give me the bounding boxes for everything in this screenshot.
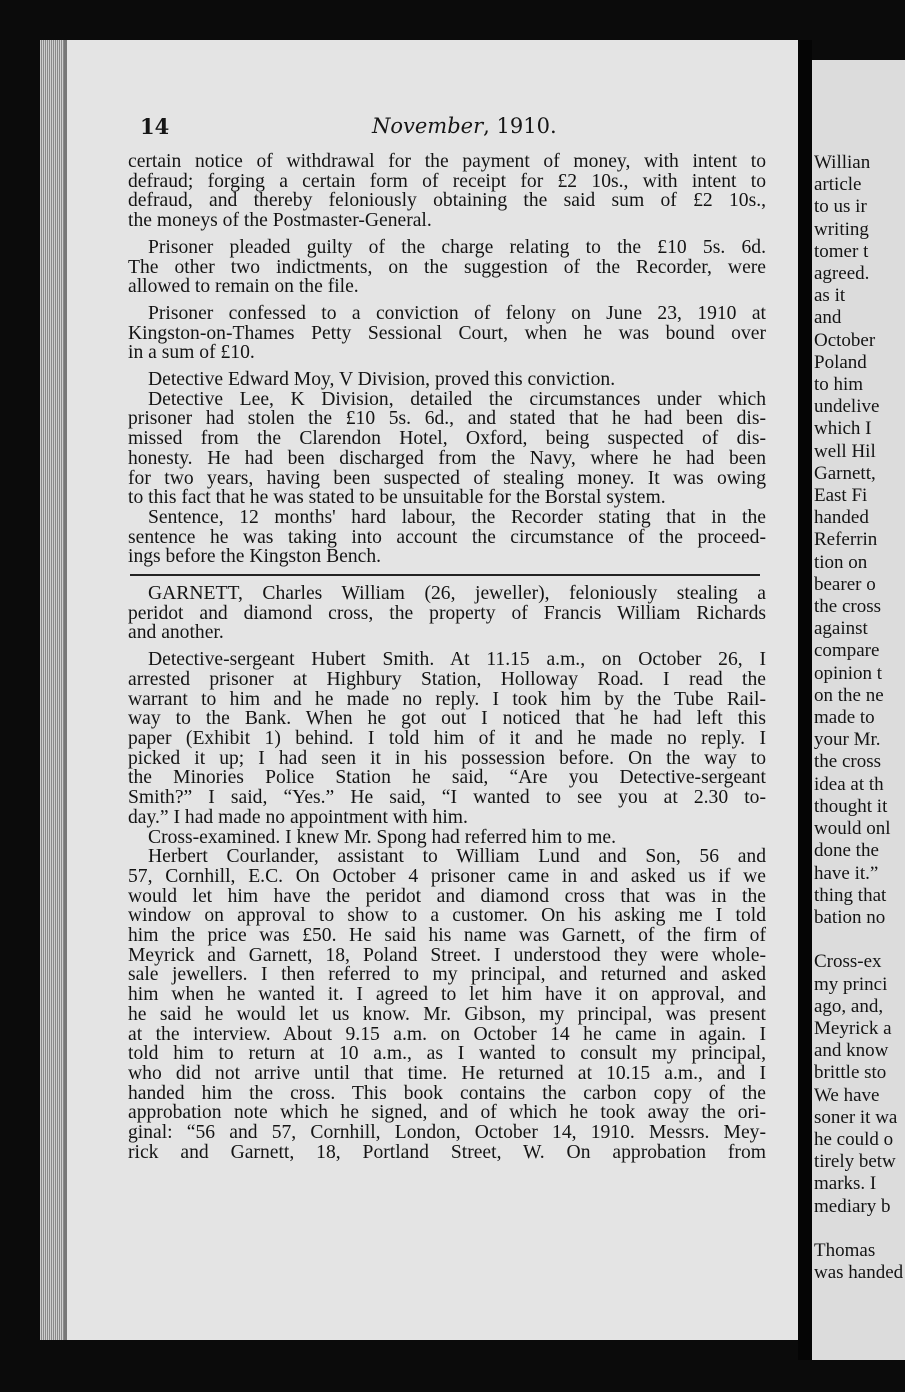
fragment-line: to him [814,374,864,396]
fragment-line: thought it [814,795,888,817]
text-line: GARNETT, Charles William (26, jeweller), feloniously stealing a [148,583,766,605]
text-line: defraud; forging a certain form of receipt for £2 10s., with intent to [128,170,766,192]
text-line: Meyrick and Garnett, 18, Poland Street. I understood they were whole- [128,944,766,966]
text-line: Herbert Courlander, assistant to William Lund and Son, 56 and [148,846,766,868]
fragment-line: agreed. [814,263,870,285]
fragment-line: Cross-ex [814,951,882,973]
text-line: Detective Edward Moy, V Division, proved this conviction. [148,369,616,391]
fragment-line: done the [814,840,879,862]
book-gutter [798,40,812,1360]
text-line: would let him have the peridot and diamond cross that was in the [128,885,766,907]
fragment-line: October [814,329,876,351]
fragment-line: bation no [814,906,886,928]
text-line: at the interview. About 9.15 a.m. on October 14 he came in again. I [128,1023,766,1045]
fragment-line: the cross [814,596,882,618]
fragment-line: Meyrick a [814,1017,892,1039]
fragment-line: your Mr. [814,729,881,751]
fragment-line: have it.” [814,862,879,884]
fragment-line: well Hil [814,440,876,462]
text-line: the Minories Police Station he said, “Are you Detective-sergeant [128,767,766,789]
text-line: defraud, and thereby feloniously obtaining the said sum of £2 10s., [128,190,766,212]
fragment-line: the cross [814,751,882,773]
text-line: him the price was £50. He said his name was Garnett, of the firm of [128,925,766,947]
fragment-line: writing [814,218,869,240]
fragment-line: which I [814,418,872,440]
text-line: Sentence, 12 months' hard labour, the Recorder stating that in the [148,506,766,528]
fragment-line: against [814,618,868,640]
text-line: warrant to him and he made no reply. I took him by the Tube Rail- [128,688,766,710]
right-page-fragment [814,152,904,1284]
text-line: Detective Lee, K Division, detailed the circumstances under which [148,388,766,410]
fragment-line: Garnett, [814,462,876,484]
text-line: Cross-examined. I knew Mr. Spong had referred him to me. [148,826,616,848]
text-line: window on approval to show to a customer. On his asking me I told [128,905,766,927]
text-line: he said he would let us know. Mr. Gibson, my principal, was present [128,1003,766,1025]
text-line: approbation note which he signed, and of which he took away the ori- [128,1102,766,1124]
text-line: allowed to remain on the file. [128,276,359,298]
text-line: and another. [128,622,224,644]
fragment-line: tirely betw [814,1151,896,1173]
fragment-line: ago, and, [814,995,884,1017]
text-line: picked it up; I had seen it in his possession before. On the way to [128,747,766,769]
fragment-line: Thomas [814,1239,876,1261]
text-line: told him to return at 10 a.m., as I wanted to consult my principal, [128,1043,766,1065]
text-line: in a sum of £10. [128,342,255,364]
text-line: Kingston-on-Thames Petty Sessional Court, when he was bound over [128,322,766,344]
fragment-line: Poland [814,351,867,373]
text-line: Smith?” I said, “Yes.” He said, “I wanted to see you at 2.30 to- [128,787,766,809]
text-line: prisoner had stolen the £10 5s. 6d., and stated that he had been dis- [128,408,766,430]
text-line: way to the Bank. When he got out I noticed that he had left this [128,708,766,730]
fragment-line: bearer o [814,573,876,595]
text-line: him when he wanted it. I agreed to let him have it on approval, and [128,984,766,1006]
text-line: rick and Garnett, 18, Portland Street, W. On approbation from [128,1141,766,1163]
text-line: the moneys of the Postmaster-General. [128,210,432,232]
fragment-line: Willian [814,152,871,173]
text-line: sale jewellers. I then referred to my principal, and returned and asked [128,964,766,986]
fragment-line: We have [814,1084,880,1106]
text-line: paper (Exhibit 1) behind. I told him of it and he made no reply. I [128,727,766,749]
fragment-line: undelive [814,396,880,418]
text-line: Prisoner pleaded guilty of the charge relating to the £10 5s. 6d. [148,236,766,258]
text-line: certain notice of withdrawal for the payment of money, with intent to [128,151,766,172]
fragment-line: article [814,174,862,196]
fragment-line: made to [814,707,875,729]
text-line: ginal: “56 and 57, Cornhill, London, October 14, 1910. Messrs. Mey- [128,1122,766,1144]
text-line: Detective-sergeant Hubert Smith. At 11.15 a.m., on October 26, I [148,649,766,671]
fragment-line: and know [814,1040,889,1062]
fragment-line: would onl [814,818,891,840]
fragment-line: opinion t [814,662,883,684]
fragment-line: brittle sto [814,1062,887,1084]
text-line: who did not arrive until that time. He returned at 10.15 a.m., and I [128,1062,766,1084]
fragment-line: he could o [814,1128,894,1150]
text-line: missed from the Clarendon Hotel, Oxford, being suspected of dis- [128,428,766,450]
text-line: honesty. He had been discharged from the Navy, where he had been [128,447,766,469]
fragment-line [814,929,904,951]
fragment-line: compare [814,640,880,662]
fragment-line [814,1218,904,1240]
text-line: The other two indictments, on the suggestion of the Recorder, were [128,256,766,278]
fragment-line: East Fi [814,485,868,507]
page-number: 14 [140,114,170,139]
text-line: to this fact that he was stated to be unsuitable for the Borstal system. [128,487,666,509]
section-divider [130,574,760,576]
fragment-line: to us ir [814,196,867,218]
text-line: for two years, having been suspected of stealing money. It was owing [128,467,766,489]
text-line: arrested prisoner at Highbury Station, Holloway Road. I read the [128,668,766,690]
fragment-line: soner it wa [814,1106,898,1128]
text-line: 57, Cornhill, E.C. On October 4 prisoner came in and asked us if we [128,865,766,887]
fragment-line: handed [814,507,869,529]
fragment-line: was handed [814,1262,904,1284]
page-date: November, 1910. [372,114,557,138]
fragment-line: on the ne [814,684,884,706]
text-line: handed him the cross. This book contains the carbon copy of the [128,1082,766,1104]
fragment-line: idea at th [814,773,884,795]
text-line: ings before the Kingston Bench. [128,546,382,568]
text-line: day.” I had made no appointment with him. [128,806,468,828]
fragment-line: Referrin [814,529,878,551]
fragment-line: mediary b [814,1195,891,1217]
fragment-line: and [814,307,842,329]
running-header [140,114,760,146]
fragment-line: marks. I [814,1173,877,1195]
text-line: Prisoner confessed to a conviction of felony on June 23, 1910 at [148,302,766,324]
fragment-line: thing that [814,884,887,906]
text-line: peridot and diamond cross, the property of Francis William Richards [128,602,766,624]
left-page-text [128,152,766,1162]
fragment-line: as it [814,285,846,307]
text-line: sentence he was taking into account the circumstance of the proceed- [128,526,766,548]
fragment-line: tomer t [814,240,869,262]
fragment-line: tion on [814,551,868,573]
fragment-line: my princi [814,973,888,995]
